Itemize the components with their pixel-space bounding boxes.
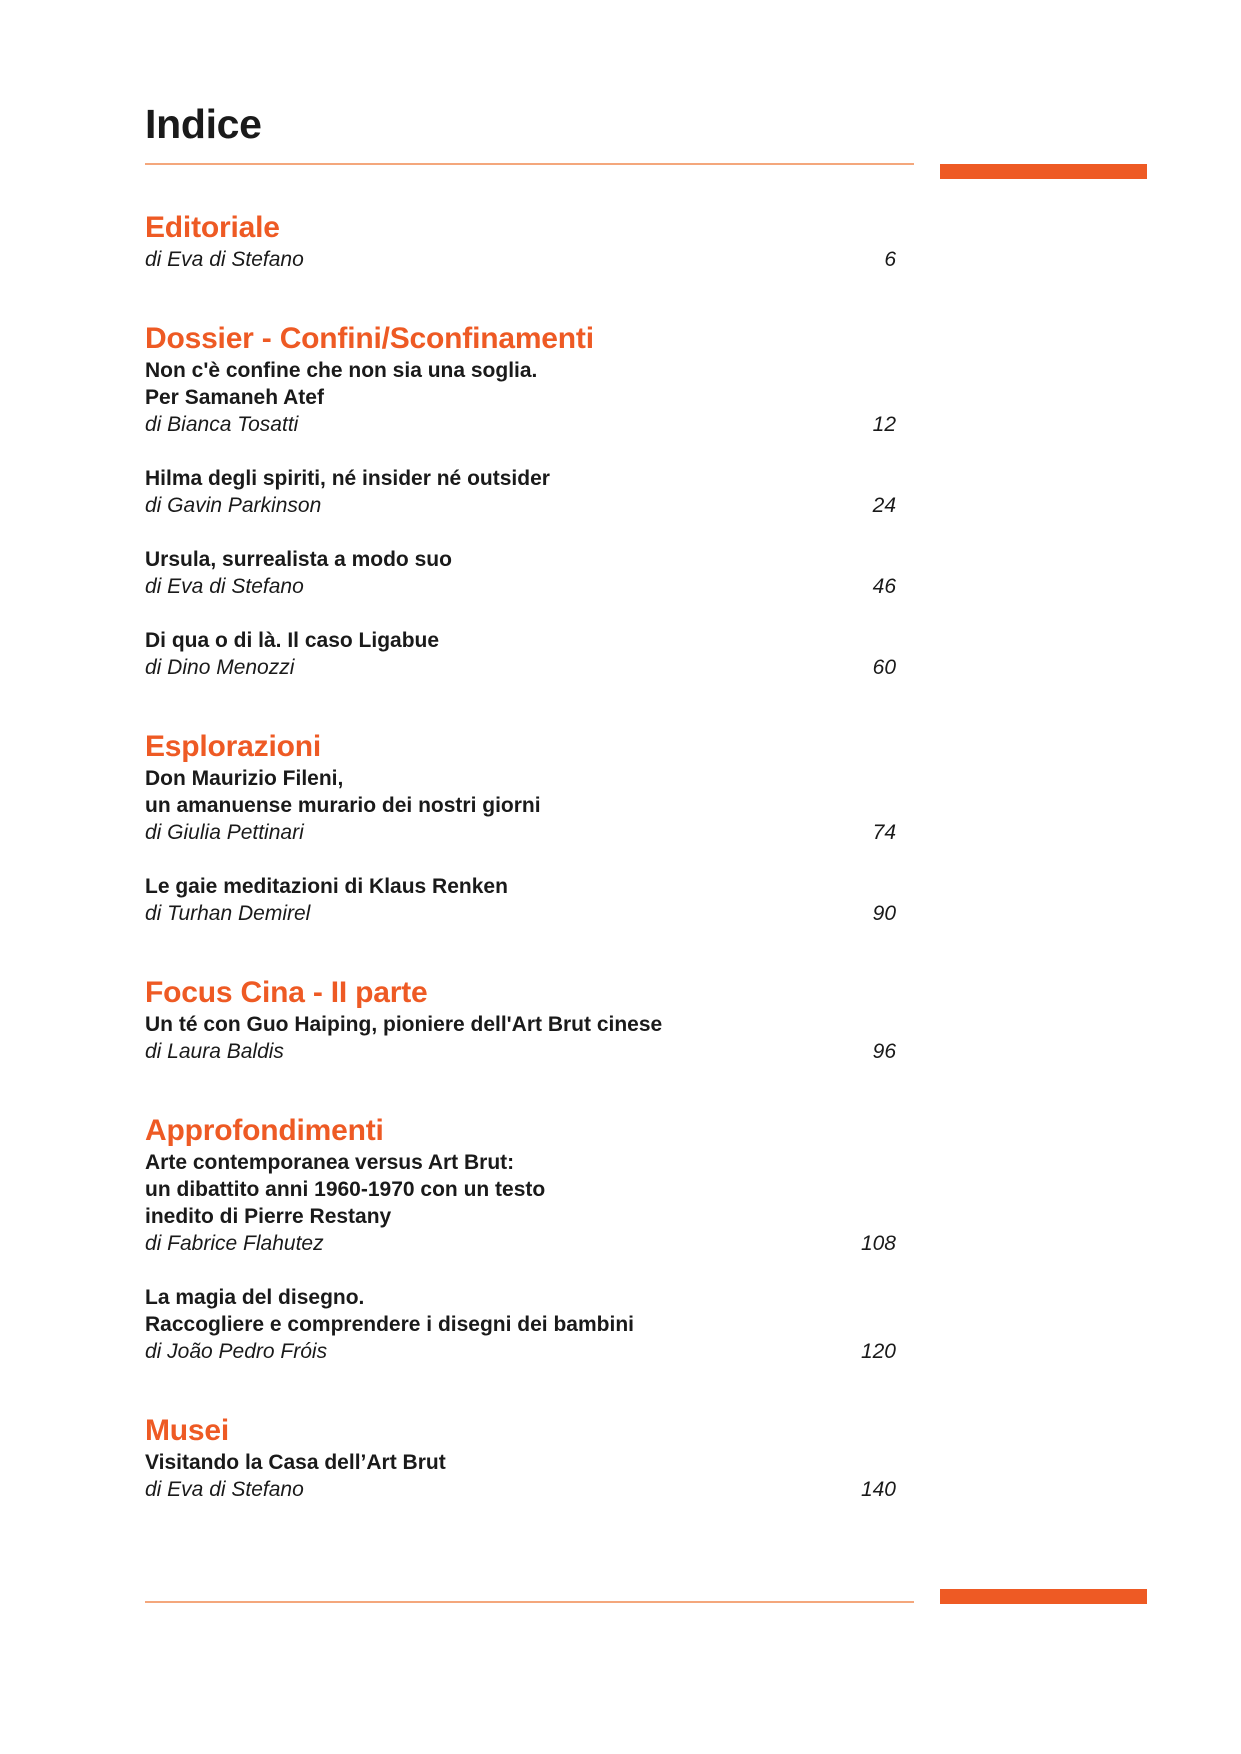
toc-entry[interactable]	[145, 1011, 896, 1065]
toc-entry[interactable]	[145, 546, 896, 600]
toc-entry[interactable]	[145, 627, 896, 681]
entry-title: Ursula, surrealista a modo suo	[145, 548, 452, 571]
toc-section	[145, 1113, 896, 1365]
entry-meta-row	[145, 900, 896, 927]
section-title: Approfondimenti	[145, 1114, 384, 1147]
section-title: Esplorazioni	[145, 730, 321, 763]
entry-page-number: 24	[872, 494, 896, 517]
page-title: Indice	[145, 101, 262, 147]
toc-entry[interactable]	[145, 465, 896, 519]
entry-page-number: 120	[860, 1340, 896, 1363]
entry-author: di Dino Menozzi	[145, 656, 295, 679]
entry-page-number: 96	[872, 1040, 896, 1063]
entry-title: Visitando la Casa dell’Art Brut	[145, 1451, 446, 1474]
entry-page-number: 60	[872, 656, 896, 679]
top-accent-bar	[940, 164, 1147, 179]
toc-entry[interactable]	[145, 765, 896, 846]
entry-title: La magia del disegno. Raccogliere e comprendere i disegni dei bambini	[145, 1286, 634, 1336]
entry-title: Arte contemporanea versus Art Brut: un dibattito anni 1960-1970 con un testo inedito di Pierre Restany	[145, 1151, 546, 1228]
entry-page-number: 46	[872, 575, 896, 598]
toc-section	[145, 1413, 896, 1503]
entry-author: di Bianca Tosatti	[145, 413, 299, 436]
entry-title: Le gaie meditazioni di Klaus Renken	[145, 875, 508, 898]
entry-meta-row	[145, 819, 896, 846]
toc-entry[interactable]	[145, 1284, 896, 1365]
entry-author: di Fabrice Flahutez	[145, 1232, 324, 1255]
table-of-contents	[145, 210, 896, 1551]
toc-entry[interactable]	[145, 357, 896, 438]
entry-page-number: 108	[860, 1232, 896, 1255]
bottom-divider-rule	[145, 1601, 914, 1603]
section-title: Musei	[145, 1414, 230, 1447]
entry-page-number: 140	[860, 1478, 896, 1501]
entry-author: di Eva di Stefano	[145, 1478, 304, 1501]
section-title: Dossier - Confini/Sconfinamenti	[145, 322, 594, 355]
entry-page-number: 90	[872, 902, 896, 925]
entry-author: di João Pedro Fróis	[145, 1340, 328, 1363]
entry-meta-row	[145, 246, 896, 273]
entry-author: di Giulia Pettinari	[145, 821, 304, 844]
entry-meta-row	[145, 654, 896, 681]
entry-page-number: 12	[872, 413, 896, 436]
entry-author: di Eva di Stefano	[145, 248, 304, 271]
entry-author: di Gavin Parkinson	[145, 494, 322, 517]
top-divider-rule	[145, 163, 914, 165]
entry-meta-row	[145, 573, 896, 600]
entry-title: Un té con Guo Haiping, pioniere dell'Art Brut cinese	[145, 1013, 663, 1036]
toc-entry[interactable]	[145, 873, 896, 927]
entry-title: Don Maurizio Fileni, un amanuense murario dei nostri giorni	[145, 767, 541, 817]
section-title: Focus Cina - II parte	[145, 976, 428, 1009]
entry-author: di Eva di Stefano	[145, 575, 304, 598]
entry-meta-row	[145, 411, 896, 438]
entry-meta-row	[145, 1338, 896, 1365]
toc-section	[145, 321, 896, 681]
entry-meta-row	[145, 1476, 896, 1503]
entry-page-number: 74	[872, 821, 896, 844]
toc-section	[145, 975, 896, 1065]
section-title: Editoriale	[145, 211, 280, 244]
entry-meta-row	[145, 492, 896, 519]
toc-section	[145, 729, 896, 927]
entry-title: Non c'è confine che non sia una soglia. Per Samaneh Atef	[145, 359, 538, 409]
entry-author: di Laura Baldis	[145, 1040, 284, 1063]
entry-title: Hilma degli spiriti, né insider né outsider	[145, 467, 550, 490]
entry-meta-row	[145, 1038, 896, 1065]
toc-entry[interactable]	[145, 1149, 896, 1257]
entry-meta-row	[145, 1230, 896, 1257]
toc-section	[145, 210, 896, 273]
entry-author: di Turhan Demirel	[145, 902, 311, 925]
toc-entry[interactable]	[145, 1449, 896, 1503]
toc-entry[interactable]	[145, 246, 896, 273]
entry-title: Di qua o di là. Il caso Ligabue	[145, 629, 440, 652]
bottom-accent-bar	[940, 1589, 1147, 1604]
entry-page-number: 6	[884, 248, 896, 271]
